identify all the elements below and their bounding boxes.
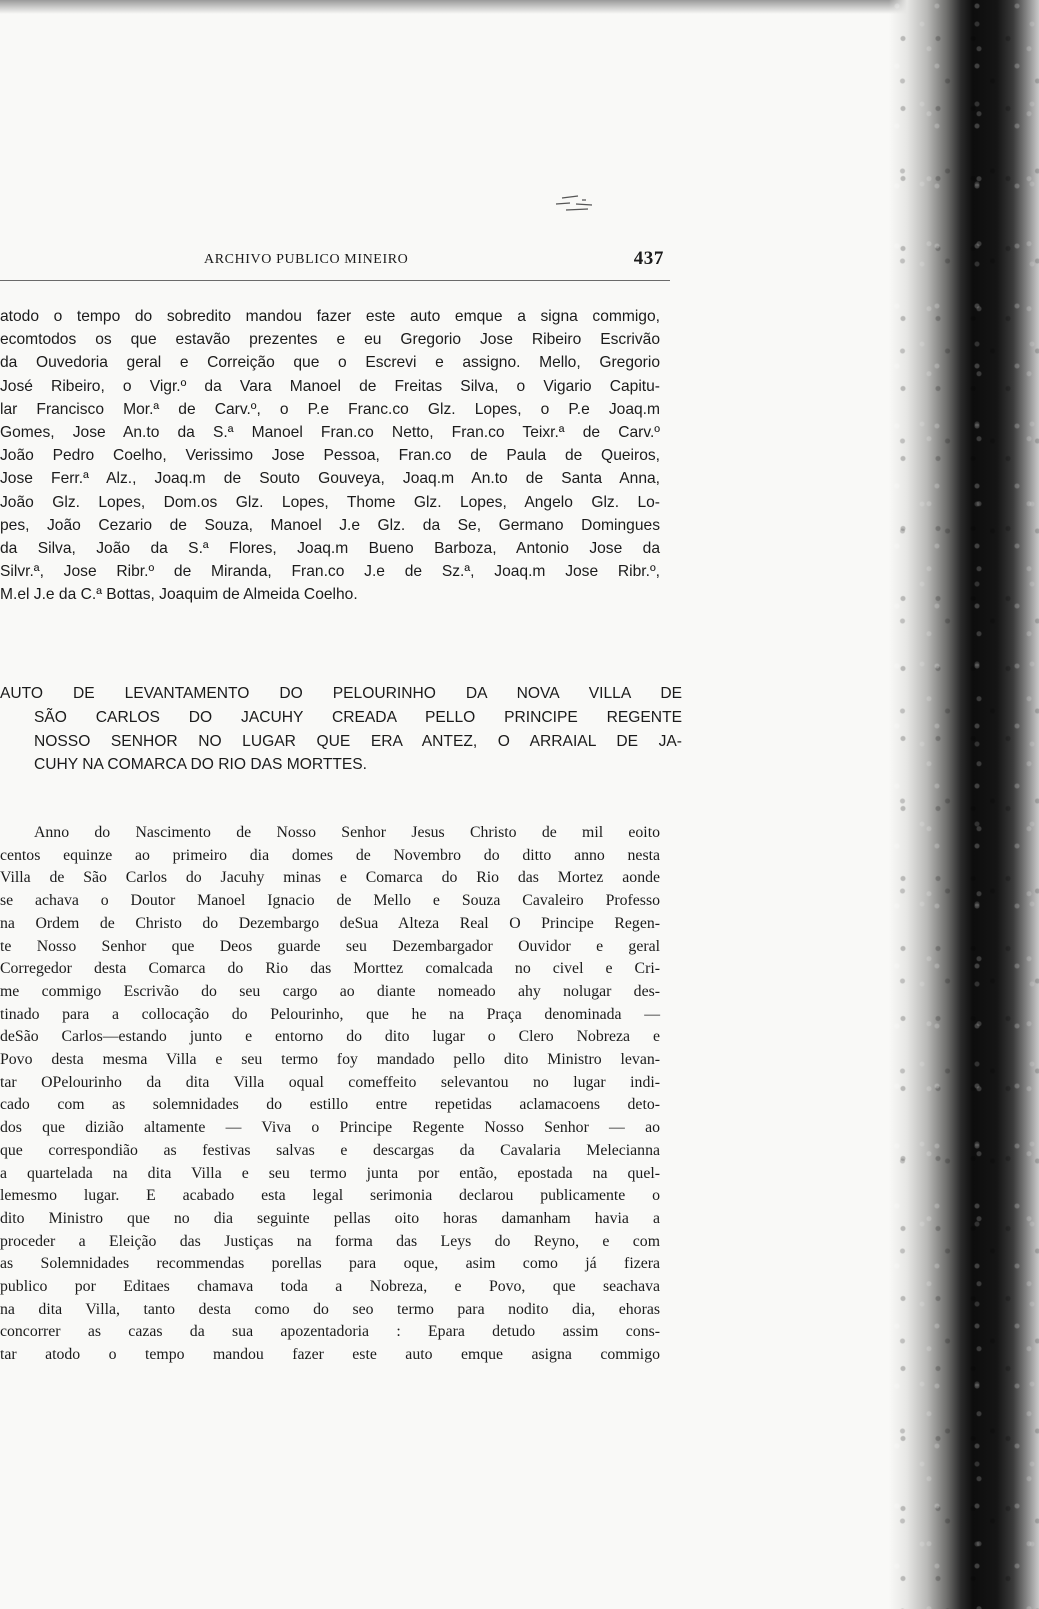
text-line: na Ordem de Christo do Dezembargo deSua Alteza Real O Principe Regen- [0, 914, 660, 932]
text-line: centos equinze ao primeiro dia domes de Novembro do ditto anno nesta [0, 846, 660, 864]
text-line: concorrer as cazas da sua apozentadoria : Epara detudo assim cons- [0, 1323, 660, 1341]
text-line: Anno do Nascimento de Nosso Senhor Jesus Christo de mil eoito [34, 824, 660, 841]
text-line: tar OPelourinho da dita Villa oqual comeffeito selevantou no lugar indi- [0, 1073, 660, 1091]
section-heading [0, 682, 690, 777]
text-line: na dita Villa, tanto desta como do seo termo para nodito dia, ehoras [0, 1300, 660, 1318]
text-line: me commigo Escrivão do seu cargo ao diante nomeado ahy nolugar des- [0, 982, 660, 1000]
text-line: que correspondião as festivas salvas e descargas da Cavalaria Melecianna [0, 1141, 660, 1159]
text-line: Jose Ferr.ª Alz., Joaq.m de Souto Gouveya, Joaq.m An.to de Santa Anna, [0, 470, 660, 488]
heading-line: AUTO DE LEVANTAMENTO DO PELOURINHO DA NOVA VILLA DE [0, 685, 682, 702]
text-line: João Glz. Lopes, Dom.os Glz. Lopes, Thome Glz. Lopes, Angelo Glz. Lo- [0, 493, 660, 511]
heading-line: NOSSO SENHOR NO LUGAR QUE ERA ANTEZ, O ARRAIAL DE JA- [34, 732, 682, 750]
text-line: proceder a Eleição das Justiças na forma das Leys do Reyno, e com [0, 1232, 660, 1250]
text-line: deSão Carlos—estando junto e entorno do dito lugar o Clero Nobreza e [0, 1028, 660, 1046]
text-line: João Pedro Coelho, Verissimo Jose Pessoa, Fran.co de Paula de Queiros, [0, 447, 660, 465]
paragraph-signatures [0, 305, 660, 607]
text-line: Silvr.ª, Jose Ribr.º de Miranda, Fran.co J.e de Sz.ª, Joaq.m Jose Ribr.º, [0, 563, 660, 581]
page-number: 437 [633, 248, 664, 269]
text-line: tinado para a collocação do Pelourinho, que he na Praça denominada — [0, 1005, 660, 1023]
text-line: tar atodo o tempo mandou fazer este auto emque asigna commigo [0, 1346, 660, 1364]
text-line: Gomes, Jose An.to da S.ª Manoel Fran.co Netto, Fran.co Teixr.ª de Carv.º [0, 424, 660, 442]
heading-line: SÃO CARLOS DO JACUHY CREADA PELLO PRINCIPE REGENTE [34, 708, 682, 726]
text-line: a quartelada na dita Villa e seu termo junta por então, epostada na quel- [0, 1164, 660, 1182]
running-head [204, 248, 664, 274]
text-line: as Solemnidades recommendas porellas para oque, asim como já fizera [0, 1255, 660, 1273]
text-line: dos que dizião altamente — Viva o Principe Regente Nosso Senhor — ao [0, 1119, 660, 1137]
text-line: M.el J.e da C.ª Bottas, Joaquim de Almeida Coelho. [0, 586, 358, 604]
binding-speckle [889, 0, 1039, 1609]
text-line: lar Francisco Mor.ª de Carv.º, o P.e Franc.co Glz. Lopes, o P.e Joaq.m [0, 400, 660, 418]
text-line: da Ouvedoria geral e Correição que o Escrevi e assigno. Mello, Gregorio [0, 354, 660, 372]
running-title: ARCHIVO PUBLICO MINEIRO [204, 252, 409, 267]
ink-smudge [548, 192, 618, 214]
text-line: Villa de São Carlos do Jacuhy minas e Comarca do Rio das Mortez aonde [0, 869, 660, 887]
text-line: Povo desta mesma Villa e seu termo foy mandado pello dito Ministro levan- [0, 1051, 660, 1069]
text-line: Corregedor desta Comarca do Rio das Morttez comalcada no civel e Cri- [0, 960, 660, 978]
top-scan-shadow [0, 0, 1039, 14]
header-rule [0, 280, 670, 281]
text-line: lemesmo lugar. E acabado esta legal serimonia declarou publicamente o [0, 1187, 660, 1205]
heading-line: CUHY NA COMARCA DO RIO DAS MORTTES. [34, 756, 368, 774]
text-line: ecomtodos os que estavão prezentes e eu Gregorio Jose Ribeiro Escrivão [0, 331, 660, 349]
text-line: pes, João Cezario de Souza, Manoel J.e Glz. da Se, Germano Domingues [0, 516, 660, 534]
text-line: dito Ministro que no dia seguinte pellas oito horas damanham havia a [0, 1209, 660, 1227]
text-line: te Nosso Senhor que Deos guarde seu Dezembargador Ouvidor e geral [0, 937, 660, 955]
paragraph-auto [0, 822, 660, 1367]
text-line: cado com as solemnidades do estillo entre repetidas aclamacoens deto- [0, 1096, 660, 1114]
text-line: publico por Editaes chamava toda a Nobreza, e Povo, que seachava [0, 1278, 660, 1296]
text-line: José Ribeiro, o Vigr.º da Vara Manoel de Freitas Silva, o Vigario Capitu- [0, 377, 660, 395]
text-line: da Silva, João da S.ª Flores, Joaq.m Bueno Barboza, Antonio Jose da [0, 540, 660, 558]
text-line: se achava o Doutor Manoel Ignacio de Mello e Souza Cavaleiro Professo [0, 892, 660, 910]
text-line: atodo o tempo do sobredito mandou fazer este auto emque a signa commigo, [0, 308, 660, 325]
